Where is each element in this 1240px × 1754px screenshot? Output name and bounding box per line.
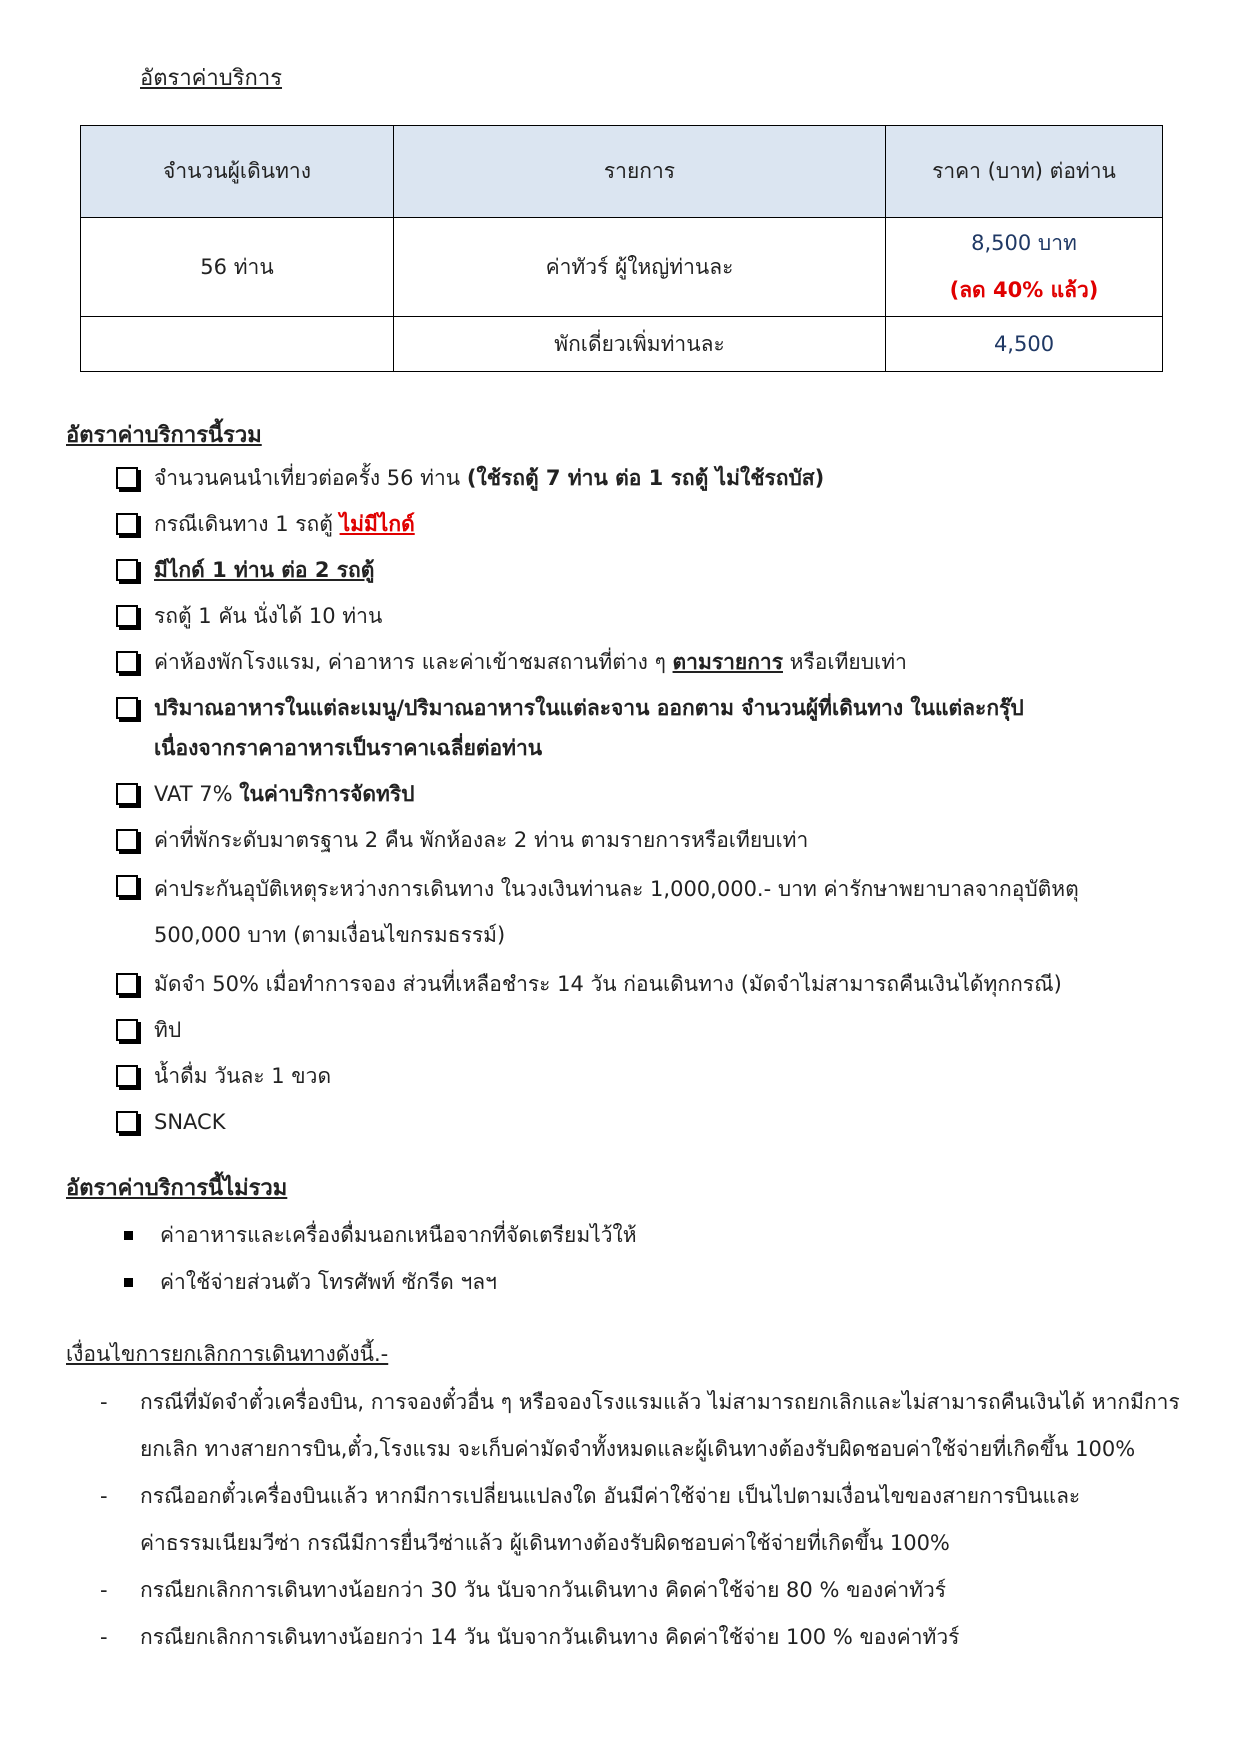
item-text: ค่าที่พักระดับมาตรฐาน 2 คืน พักห้องละ 2 ท่าน ตามรายการหรือเทียบเท่า (154, 828, 809, 852)
list-item (100, 1614, 1180, 1661)
checkbox-icon (116, 875, 138, 897)
item-text: น้ำดื่ม วันละ 1 ขวด (154, 1064, 332, 1088)
list-item (112, 458, 1172, 498)
item-text: มัดจำ 50% เมื่อทำการจอง ส่วนที่เหลือชำระ 14 วัน ก่อนเดินทาง (มัดจำไม่สามารถคืนเงินได้ทุกกรณี) (154, 972, 1062, 996)
list-item (124, 1259, 637, 1306)
item-text: ค่าใช้จ่ายส่วนตัว โทรศัพท์ ซักรีด ฯลฯ (160, 1270, 497, 1294)
item-text: กรณีออกตั๋วเครื่องบินแล้ว หากมีการเปลี่ยนแปลงใด อันมีค่าใช้จ่าย เป็นไปตามเงื่อนไขของสายการบินและ (140, 1484, 1081, 1508)
checkbox-icon (116, 651, 138, 673)
item-text: กรณียกเลิกการเดินทางน้อยกว่า 30 วัน นับจากวันเดินทาง คิดค่าใช้จ่าย 80 % ของค่าทัวร์ (140, 1578, 947, 1602)
square-bullet-icon (124, 1278, 133, 1287)
discount-note: (ลด 40% แล้ว) (949, 278, 1099, 302)
cell-item: พักเดี่ยวเพิ่มท่านละ (394, 317, 886, 372)
item-text: หรือเทียบเท่า (782, 650, 907, 674)
list-item (112, 774, 1172, 814)
item-text: จำนวนคนนำเที่ยวต่อครั้ง 56 ท่าน (154, 466, 467, 490)
item-text: กรณีที่มัดจำตั๋วเครื่องบิน, การจองตั๋วอื่น ๆ หรือจองโรงแรมแล้ว ไม่สามารถยกเลิกและไม่สามารถคืนเงินได้ หากมีการ (140, 1390, 1180, 1414)
item-text: ค่าห้องพักโรงแรม, ค่าอาหาร และค่าเข้าชมสถานที่ต่าง ๆ (154, 650, 673, 674)
item-text: รถตู้ 1 คัน นั่งได้ 10 ท่าน (154, 604, 383, 628)
checkbox-icon (116, 1111, 138, 1133)
table-header-row (81, 126, 1163, 218)
header-price: ราคา (บาท) ต่อท่าน (886, 126, 1163, 218)
item-text: VAT 7% (154, 782, 240, 806)
item-text: เนื่องจากราคาอาหารเป็นราคาเฉลี่ยต่อท่าน (154, 736, 543, 760)
checkbox-icon (116, 1019, 138, 1041)
item-text: SNACK (154, 1110, 226, 1134)
price-value: 8,500 บาท (971, 231, 1077, 255)
dash-bullet: - (100, 1625, 108, 1649)
item-bold-text: ตามรายการ (672, 650, 783, 674)
checkbox-icon (116, 783, 138, 805)
checkbox-icon (116, 697, 138, 719)
item-text: 500,000 บาท (ตามเงื่อนไขกรมธรรม์) (154, 923, 506, 947)
item-text: ยกเลิก ทางสายการบิน,ตั๋ว,โรงแรม จะเก็บค่ามัดจำทั้งหมดและผู้เดินทางต้องรับผิดชอบค่าใช้จ่ายที่เกิดขึ้น 100% (140, 1437, 1136, 1461)
list-item (100, 1473, 1180, 1567)
rate-table (80, 125, 1163, 372)
checkbox-icon (116, 1065, 138, 1087)
list-item (112, 1056, 1172, 1096)
cancellation-list (100, 1379, 1180, 1661)
cell-travelers: 56 ท่าน (81, 218, 394, 317)
list-item (112, 688, 1172, 768)
list-item (124, 1212, 637, 1259)
item-text: ทิป (154, 1018, 182, 1042)
list-item (112, 596, 1172, 636)
item-text: ปริมาณอาหารในแต่ละเมนู/ปริมาณอาหารในแต่ละจาน ออกตาม จำนวนผู้ที่เดินทาง ในแต่ละกรุ๊ป (154, 696, 1024, 720)
square-bullet-icon (124, 1231, 133, 1240)
checkbox-icon (116, 513, 138, 535)
dash-bullet: - (100, 1578, 108, 1602)
list-item (112, 642, 1172, 682)
price-value: 4,500 (993, 332, 1055, 356)
checkbox-icon (116, 559, 138, 581)
checkbox-icon (116, 467, 138, 489)
excluded-heading: อัตราค่าบริการนี้ไม่รวม (66, 1176, 288, 1201)
item-text: ค่าอาหารและเครื่องดื่มนอกเหนือจากที่จัดเตรียมไว้ให้ (160, 1223, 637, 1247)
item-text: ค่าธรรมเนียมวีซ่า กรณีมีการยื่นวีซ่าแล้ว ผู้เดินทางต้องรับผิดชอบค่าใช้จ่ายที่เกิดขึ้น 100% (140, 1531, 950, 1555)
header-item: รายการ (394, 126, 886, 218)
table-row (81, 218, 1163, 317)
cancellation-heading: เงื่อนไขการยกเลิกการเดินทางดังนี้.- (66, 1342, 389, 1366)
checkbox-icon (116, 605, 138, 627)
item-text: กรณีเดินทาง 1 รถตู้ (154, 512, 340, 536)
item-bold-text: ในค่าบริการจัดทริป (239, 782, 415, 806)
checkbox-icon (116, 829, 138, 851)
header-travelers: จำนวนผู้เดินทาง (81, 126, 394, 218)
item-text: ค่าประกันอุบัติเหตุระหว่างการเดินทาง ในวงเงินท่านละ 1,000,000.- บาท ค่ารักษาพยาบาลจากอุบัติหตุ (154, 877, 1079, 901)
cell-price (886, 218, 1163, 317)
dash-bullet: - (100, 1390, 108, 1414)
item-bold-text: (ใช้รถตู้ 7 ท่าน ต่อ 1 รถตู้ ไม่ใช้รถบัส) (466, 466, 825, 490)
table-row (81, 317, 1163, 372)
list-item (100, 1379, 1180, 1473)
excluded-list (124, 1212, 637, 1306)
no-guide-text: ไม่มีไกด์ (339, 512, 415, 536)
list-item (112, 866, 1172, 958)
list-item (112, 1010, 1172, 1050)
cell-travelers (81, 317, 394, 372)
list-item (112, 1102, 1172, 1142)
list-item (112, 550, 1172, 590)
page-title: อัตราค่าบริการ (140, 66, 283, 91)
list-item (112, 820, 1172, 860)
list-item (100, 1567, 1180, 1614)
checkbox-icon (116, 973, 138, 995)
item-text: มีไกด์ 1 ท่าน ต่อ 2 รถตู้ (154, 558, 375, 582)
list-item (112, 964, 1172, 1004)
item-text: กรณียกเลิกการเดินทางน้อยกว่า 14 วัน นับจากวันเดินทาง คิดค่าใช้จ่าย 100 % ของค่าทัวร์ (140, 1625, 960, 1649)
included-list (112, 458, 1172, 1142)
list-item (112, 504, 1172, 544)
dash-bullet: - (100, 1484, 108, 1508)
cell-item: ค่าทัวร์ ผู้ใหญ่ท่านละ (394, 218, 886, 317)
included-heading: อัตราค่าบริการนี้รวม (66, 423, 262, 448)
cell-price (886, 317, 1163, 372)
